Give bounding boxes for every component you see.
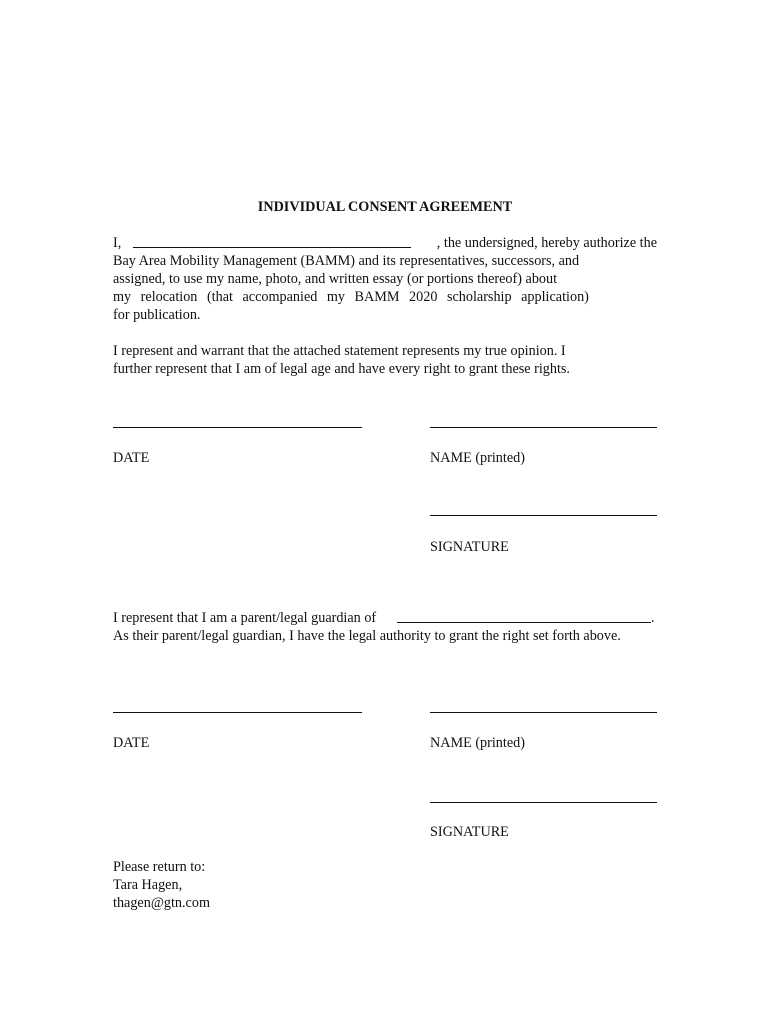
signature-label-2: SIGNATURE [430, 824, 509, 840]
date-label-1: DATE [113, 450, 150, 466]
return-to-name: Tara Hagen, [113, 877, 183, 893]
consent-line-5: for publication. [113, 307, 201, 323]
consent-line-3: assigned, to use my name, photo, and written essay (or portions thereof) about [113, 271, 558, 287]
consent-prefix: I, [113, 235, 122, 251]
consent-line-1-rest: , the undersigned, hereby authorize the [436, 235, 657, 251]
date-label-2: DATE [113, 735, 150, 751]
warrant-line-2: further represent that I am of legal age and have every right to grant these rights. [113, 361, 570, 377]
consent-line-2: Bay Area Mobility Management (BAMM) and its representatives, successors, and [113, 253, 580, 269]
return-to-email: thagen@gtn.com [113, 895, 210, 911]
participant-name-blank[interactable] [133, 247, 411, 248]
guardian-line-1-suffix: . [651, 610, 655, 626]
name-printed-label-1: NAME (printed) [430, 450, 525, 466]
name-printed-field-line-2[interactable] [430, 712, 657, 713]
guardian-line-2: As their parent/legal guardian, I have the legal authority to grant the right set forth above. [113, 628, 621, 644]
signature-field-line-2[interactable] [430, 802, 657, 803]
name-printed-label-2: NAME (printed) [430, 735, 525, 751]
minor-name-blank[interactable] [397, 622, 651, 623]
signature-field-line-1[interactable] [430, 515, 657, 516]
consent-line-4: my relocation (that accompanied my BAMM 2020 scholarship application) [113, 289, 589, 305]
guardian-line-1-prefix: I represent that I am a parent/legal guardian of [113, 610, 377, 626]
date-field-line-1[interactable] [113, 427, 362, 428]
return-to-label: Please return to: [113, 859, 206, 875]
warrant-line-1: I represent and warrant that the attached statement represents my true opinion. I [113, 343, 566, 359]
name-printed-field-line-1[interactable] [430, 427, 657, 428]
date-field-line-2[interactable] [113, 712, 362, 713]
signature-label-1: SIGNATURE [430, 539, 509, 555]
document-title: INDIVIDUAL CONSENT AGREEMENT [257, 199, 513, 215]
